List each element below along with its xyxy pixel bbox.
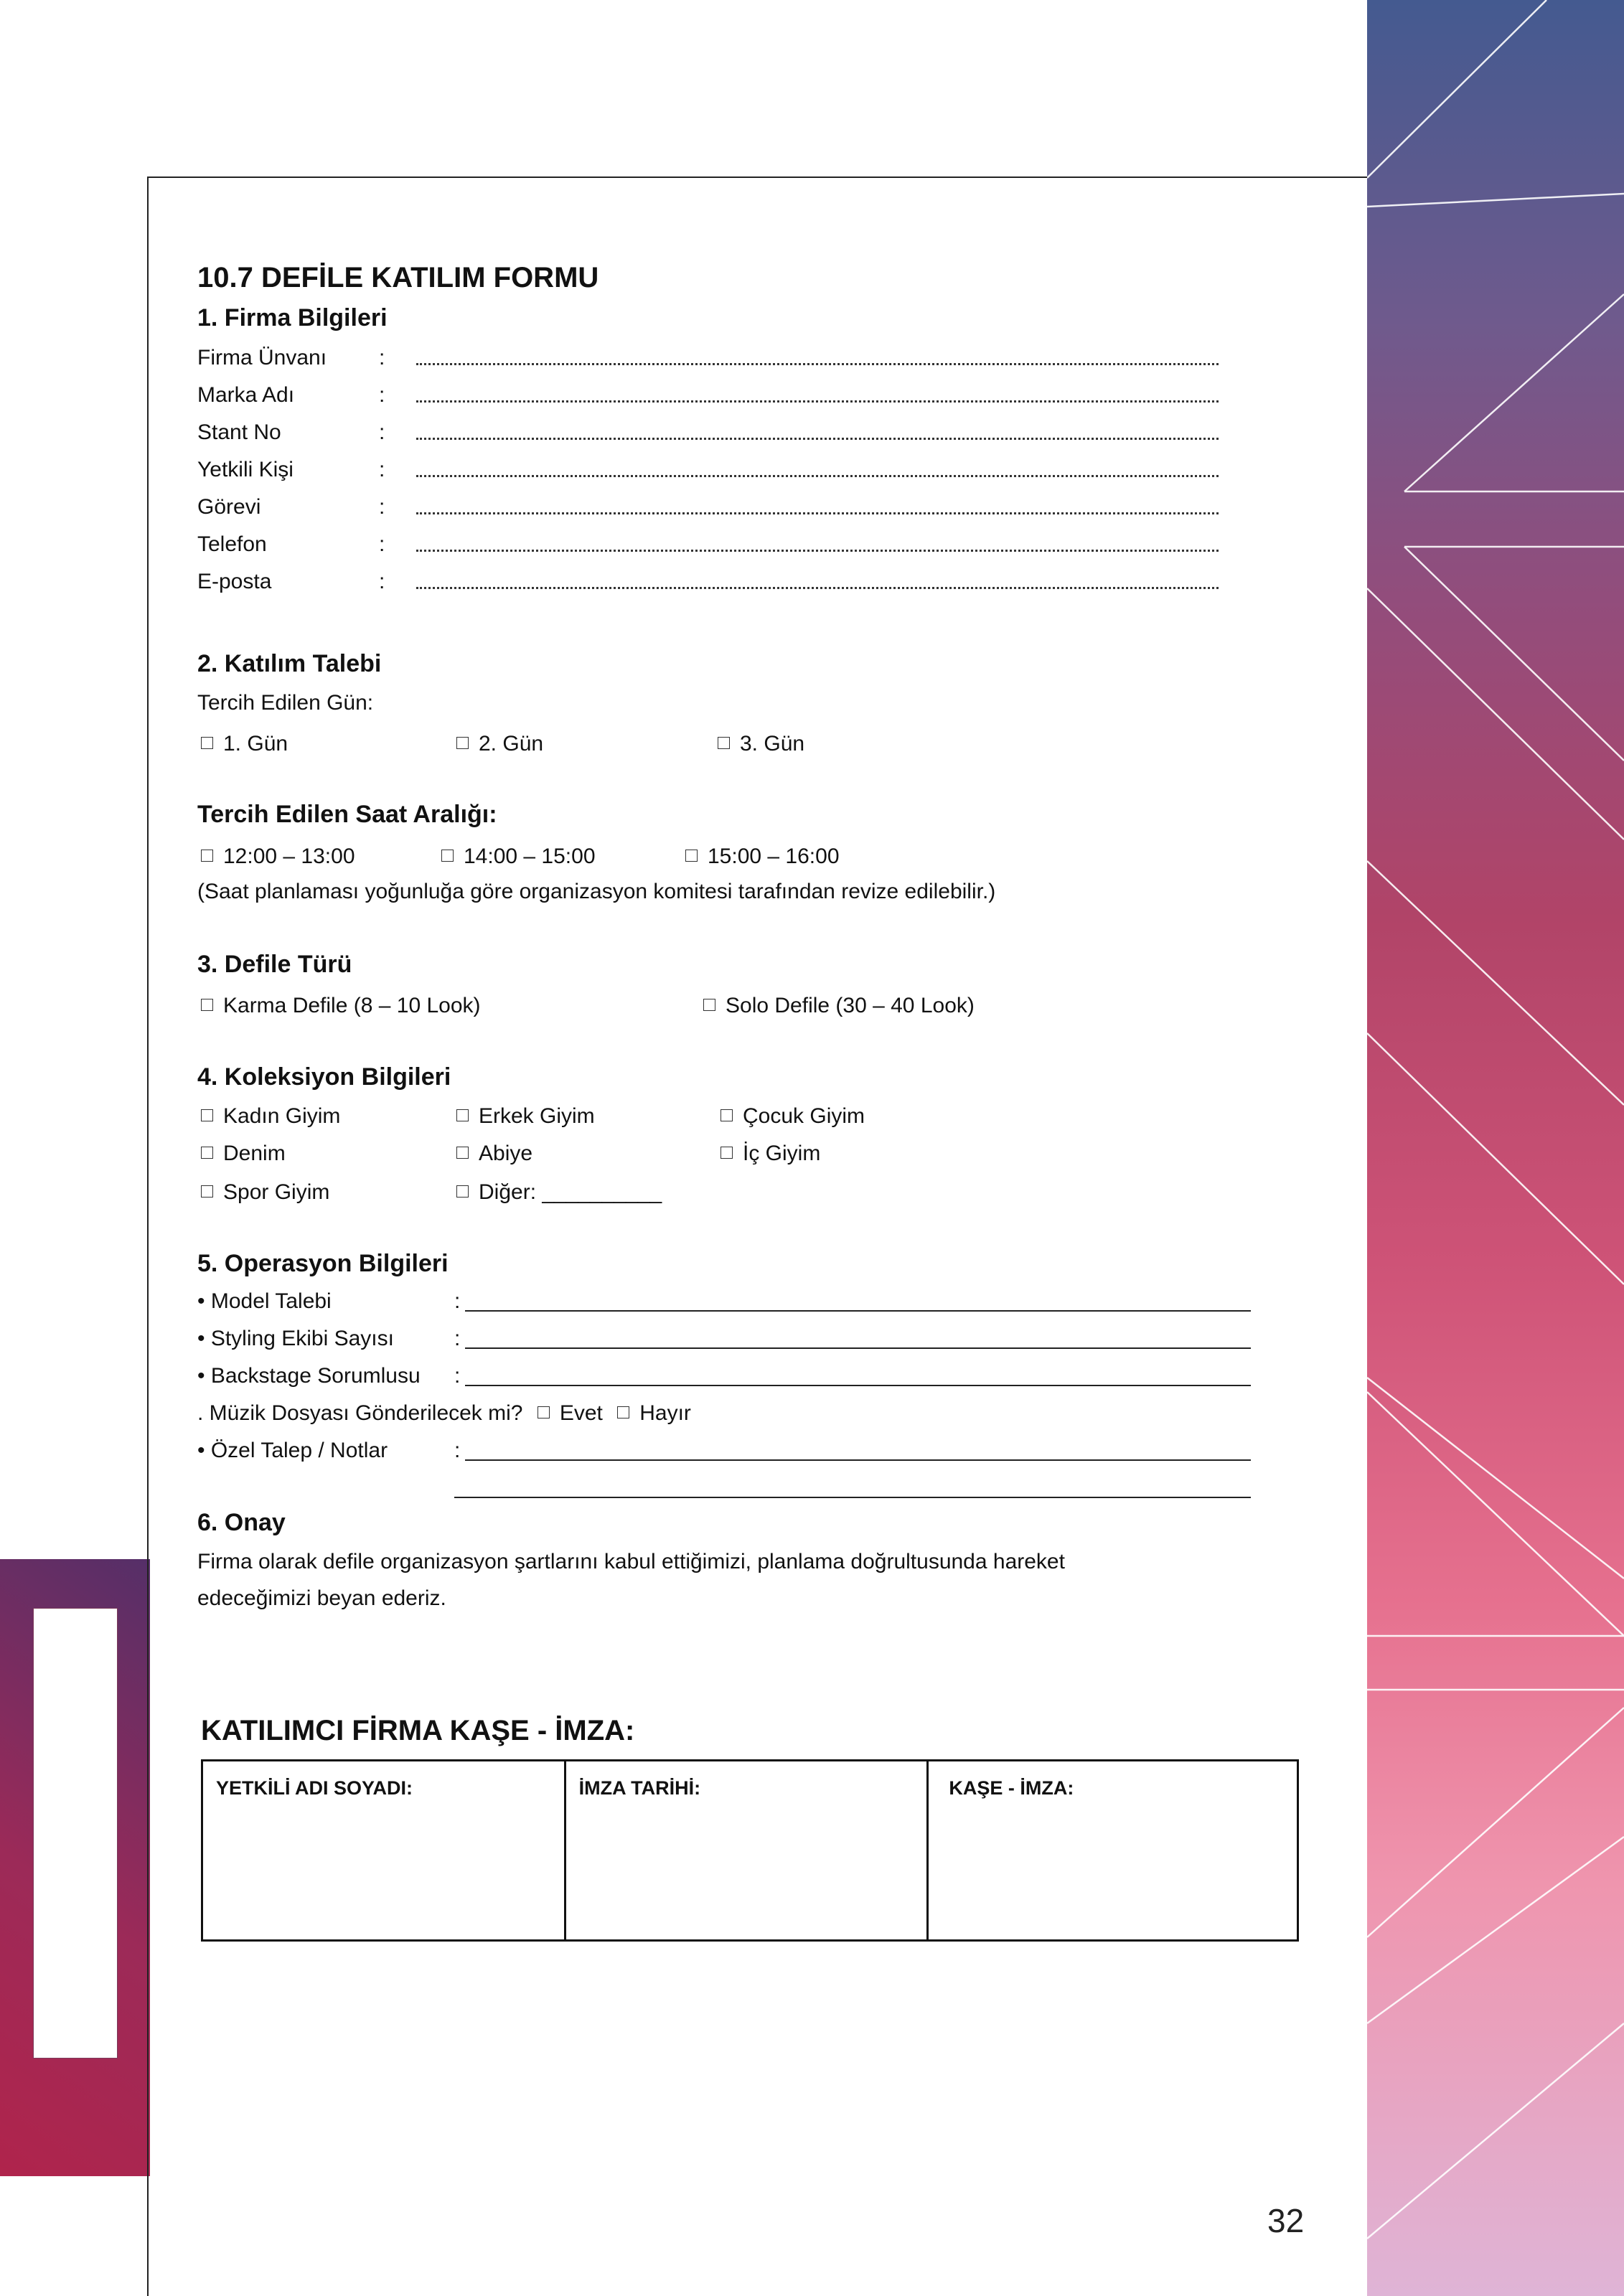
- checkbox-icon[interactable]: [718, 737, 730, 749]
- checkbox-icon[interactable]: [201, 1185, 213, 1198]
- backstage-field[interactable]: [465, 1385, 1251, 1386]
- section-heading-katilim: 2. Katılım Talebi: [197, 650, 382, 677]
- styling-ekibi-field[interactable]: [465, 1347, 1251, 1349]
- decorative-line-pattern: [1367, 0, 1624, 2296]
- checkbox-icon[interactable]: [721, 1109, 733, 1121]
- signature-column-label: YETKİLİ ADI SOYADI:: [216, 1777, 413, 1799]
- signature-cell-stamp[interactable]: [929, 1761, 1297, 1939]
- option-label: Karma Defile (8 – 10 Look): [223, 994, 481, 1017]
- signature-cell-date[interactable]: [566, 1761, 929, 1939]
- preferred-day-label: Tercih Edilen Gün:: [197, 691, 374, 715]
- checkbox-icon[interactable]: [456, 1109, 469, 1121]
- yetkili-kisi-field[interactable]: [416, 475, 1219, 477]
- day-option-2[interactable]: [456, 732, 543, 756]
- telefon-field[interactable]: [416, 550, 1219, 552]
- field-label-gorevi: Görevi: [197, 495, 261, 519]
- collection-option-abiye[interactable]: [456, 1142, 532, 1166]
- field-label-model-talebi: • Model Talebi: [197, 1289, 332, 1313]
- checkbox-icon[interactable]: [441, 850, 454, 862]
- checkbox-icon[interactable]: [538, 1406, 550, 1418]
- model-talebi-field[interactable]: [465, 1310, 1251, 1312]
- field-colon: :: [379, 346, 385, 370]
- checkbox-icon[interactable]: [456, 737, 469, 749]
- checkbox-icon[interactable]: [456, 1185, 469, 1198]
- checkbox-icon[interactable]: [703, 999, 715, 1011]
- field-label-marka-adi: Marka Adı: [197, 383, 295, 407]
- decorative-left-block: [0, 1559, 150, 2176]
- page-number: 32: [1267, 2202, 1305, 2239]
- option-label: 3. Gün: [740, 732, 805, 756]
- option-label: Erkek Giyim: [479, 1104, 595, 1128]
- field-colon: :: [454, 1289, 461, 1313]
- field-colon: :: [379, 532, 385, 556]
- time-range-heading: Tercih Edilen Saat Aralığı:: [197, 801, 497, 828]
- music-question-row: [197, 1401, 691, 1426]
- signature-heading: KATILIMCI FİRMA KAŞE - İMZA:: [201, 1715, 635, 1746]
- signature-column-label: KAŞE - İMZA:: [949, 1777, 1074, 1799]
- checkbox-icon[interactable]: [201, 850, 213, 862]
- collection-option-diger[interactable]: [456, 1180, 662, 1205]
- option-label: İç Giyim: [743, 1142, 821, 1165]
- ozel-talep-field-line2[interactable]: [454, 1497, 1251, 1498]
- field-label-ozel-talep: • Özel Talep / Notlar: [197, 1439, 388, 1462]
- option-label: 15:00 – 16:00: [708, 844, 840, 868]
- field-colon: :: [379, 383, 385, 407]
- field-colon: :: [454, 1327, 461, 1350]
- field-label-firma-unvani: Firma Ünvanı: [197, 346, 327, 370]
- option-label: Denim: [223, 1142, 286, 1165]
- option-label: Diğer: __________: [479, 1180, 662, 1204]
- approval-text-line1: Firma olarak defile organizasyon şartlarını kabul ettiğimizi, planlama doğrultusunda hareket: [197, 1550, 1065, 1573]
- checkbox-icon[interactable]: [201, 1147, 213, 1159]
- day-option-1[interactable]: [201, 732, 288, 756]
- checkbox-icon[interactable]: [617, 1406, 629, 1418]
- marka-adi-field[interactable]: [416, 400, 1219, 403]
- field-label-styling-ekibi: • Styling Ekibi Sayısı: [197, 1327, 394, 1350]
- option-label: Abiye: [479, 1142, 533, 1165]
- time-option-3[interactable]: [685, 844, 840, 869]
- field-colon: :: [454, 1439, 461, 1462]
- checkbox-icon[interactable]: [201, 737, 213, 749]
- firma-unvani-field[interactable]: [416, 363, 1219, 365]
- checkbox-icon[interactable]: [201, 1109, 213, 1121]
- option-label: Spor Giyim: [223, 1180, 330, 1204]
- decorative-gradient-band: [1367, 0, 1624, 2296]
- section-heading-operasyon: 5. Operasyon Bilgileri: [197, 1250, 449, 1277]
- approval-text-line2: edeceğimizi beyan ederiz.: [197, 1586, 446, 1610]
- checkbox-icon[interactable]: [201, 999, 213, 1011]
- ozel-talep-field[interactable]: [465, 1459, 1251, 1461]
- collection-option-ic-giyim[interactable]: [721, 1142, 820, 1166]
- section-heading-firma: 1. Firma Bilgileri: [197, 304, 388, 331]
- music-yes-label: Evet: [559, 1401, 603, 1425]
- stant-no-field[interactable]: [416, 438, 1219, 440]
- collection-option-spor[interactable]: [201, 1180, 329, 1205]
- option-label: 2. Gün: [479, 732, 544, 756]
- page-title: 10.7 DEFİLE KATILIM FORMU: [197, 262, 599, 293]
- field-label-eposta: E-posta: [197, 570, 272, 593]
- time-note: (Saat planlaması yoğunluğa göre organizasyon komitesi tarafından revize edilebilir.): [197, 880, 996, 903]
- page-frame-top: [147, 177, 1367, 178]
- section-heading-onay: 6. Onay: [197, 1509, 286, 1536]
- gorevi-field[interactable]: [416, 512, 1219, 514]
- option-label: Çocuk Giyim: [743, 1104, 865, 1128]
- time-option-2[interactable]: [441, 844, 596, 869]
- checkbox-icon[interactable]: [456, 1147, 469, 1159]
- field-label-backstage: • Backstage Sorumlusu: [197, 1364, 421, 1388]
- signature-cell-name[interactable]: [203, 1761, 566, 1939]
- option-label: Kadın Giyim: [223, 1104, 341, 1128]
- checkbox-icon[interactable]: [685, 850, 698, 862]
- signature-column-label: İMZA TARİHİ:: [578, 1777, 701, 1799]
- eposta-field[interactable]: [416, 587, 1219, 589]
- field-colon: :: [454, 1364, 461, 1388]
- music-no-label: Hayır: [639, 1401, 691, 1425]
- option-label: 1. Gün: [223, 732, 288, 756]
- field-label-telefon: Telefon: [197, 532, 267, 556]
- field-label-yetkili-kisi: Yetkili Kişi: [197, 458, 294, 481]
- collection-option-cocuk[interactable]: [721, 1104, 865, 1129]
- field-colon: :: [379, 420, 385, 444]
- option-label: 14:00 – 15:00: [464, 844, 596, 868]
- collection-option-denim[interactable]: [201, 1142, 286, 1166]
- field-colon: :: [379, 458, 385, 481]
- field-colon: :: [379, 570, 385, 593]
- section-heading-koleksiyon: 4. Koleksiyon Bilgileri: [197, 1063, 451, 1091]
- section-heading-defile-turu: 3. Defile Türü: [197, 951, 352, 978]
- field-colon: :: [379, 495, 385, 519]
- option-label: 12:00 – 13:00: [223, 844, 355, 868]
- field-label-stant-no: Stant No: [197, 420, 281, 444]
- page-frame-left: [147, 177, 149, 2296]
- collection-option-kadin[interactable]: [201, 1104, 340, 1129]
- collection-option-erkek[interactable]: [456, 1104, 595, 1129]
- day-option-3[interactable]: [718, 732, 804, 756]
- checkbox-icon[interactable]: [721, 1147, 733, 1159]
- defile-option-karma[interactable]: [201, 994, 481, 1018]
- signature-table: [201, 1759, 1299, 1942]
- option-label: Solo Defile (30 – 40 Look): [726, 994, 975, 1017]
- defile-option-solo[interactable]: [703, 994, 975, 1018]
- time-option-1[interactable]: [201, 844, 355, 869]
- music-question-label: . Müzik Dosyası Gönderilecek mi?: [197, 1401, 523, 1425]
- decorative-window: [33, 1608, 118, 2059]
